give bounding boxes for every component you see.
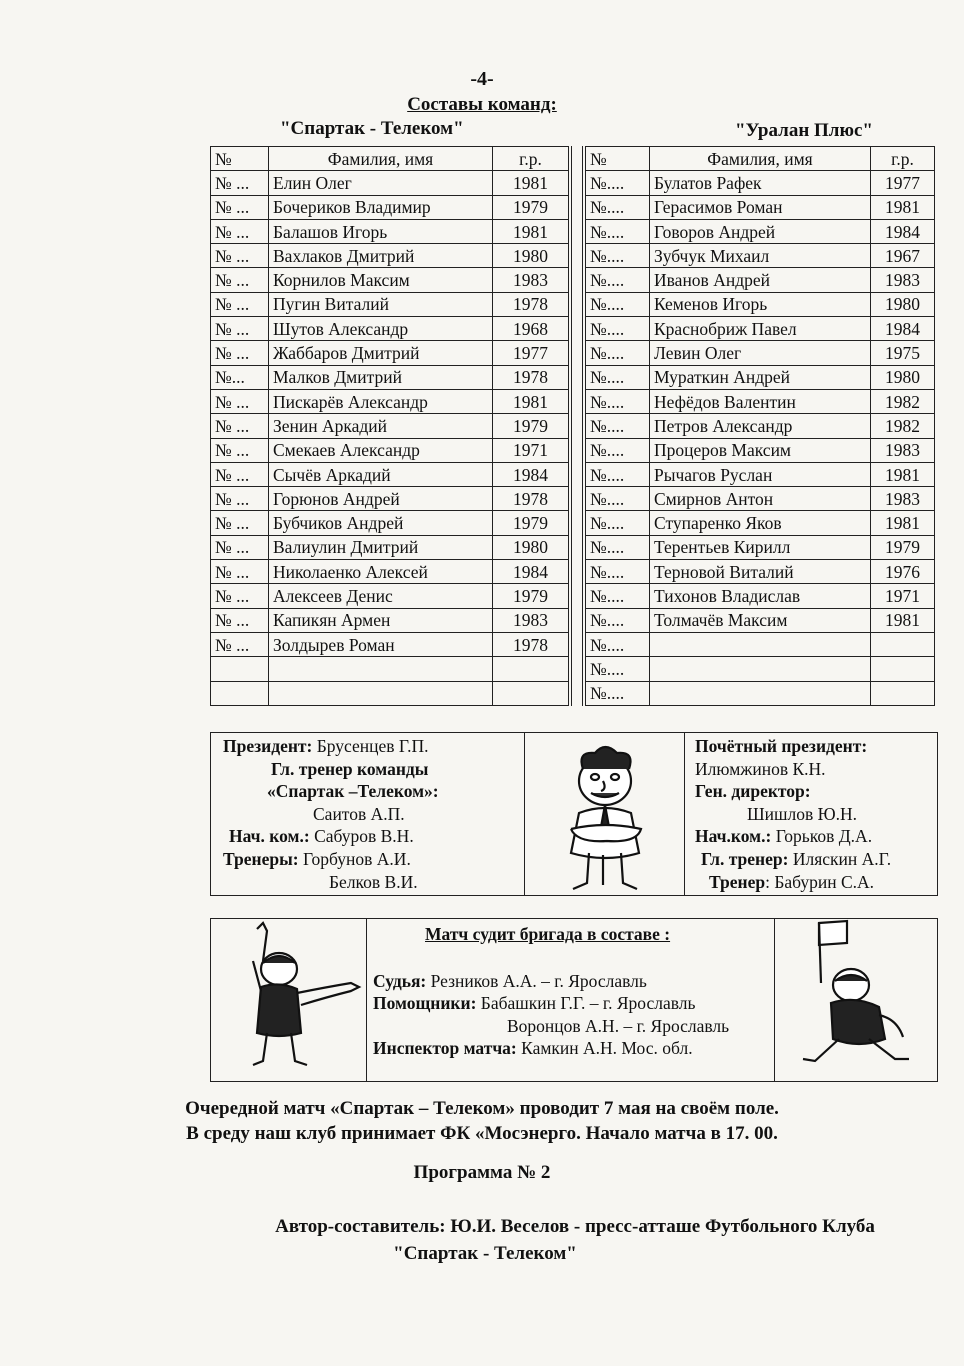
table-row	[586, 657, 935, 681]
table-row	[211, 195, 569, 219]
player-number: № ...	[211, 414, 269, 438]
president-line	[211, 735, 524, 758]
table-row	[586, 632, 935, 656]
gen-director-name: Шишлов Ю.Н.	[747, 803, 857, 824]
player-name	[650, 657, 871, 681]
player-name: Герасимов Роман	[650, 195, 871, 219]
player-name: Процеров Максим	[650, 438, 871, 462]
president-name: Брусенцев Г.П.	[316, 736, 429, 756]
col-name-header: Фамилия, имя	[650, 147, 871, 171]
trainers-label: Тренеры:	[223, 848, 299, 869]
player-name: Ступаренко Яков	[650, 511, 871, 535]
chief-line	[211, 825, 524, 848]
table-row	[211, 171, 569, 195]
player-birth-year: 1981	[871, 195, 935, 219]
table-header-row	[211, 147, 569, 171]
table-row	[586, 511, 935, 535]
player-name: Петров Александр	[650, 414, 871, 438]
col-year-header: г.р.	[871, 147, 935, 171]
player-name	[650, 632, 871, 656]
player-birth-year: 1981	[871, 462, 935, 486]
player-number: № ...	[211, 438, 269, 462]
player-number: №....	[586, 608, 650, 632]
player-birth-year: 1978	[493, 292, 569, 316]
player-name: Зубчук Михаил	[650, 244, 871, 268]
player-birth-year: 1981	[871, 511, 935, 535]
guest-coach-line	[685, 848, 937, 871]
player-number: №....	[586, 487, 650, 511]
hon-president-label: Почётный президент:	[695, 736, 868, 756]
roster-table-right	[585, 146, 935, 706]
player-name	[650, 681, 871, 705]
player-number	[211, 657, 269, 681]
player-birth-year: 1979	[493, 511, 569, 535]
player-number: №....	[586, 195, 650, 219]
player-number: № ...	[211, 292, 269, 316]
referee-flag-icon	[775, 919, 935, 1081]
player-number: № ...	[211, 317, 269, 341]
player-name: Валиулин Дмитрий	[269, 535, 493, 559]
player-name: Бубчиков Андрей	[269, 511, 493, 535]
player-birth-year	[871, 681, 935, 705]
table-row	[211, 292, 569, 316]
guest-trainer-label: Тренер	[709, 871, 766, 892]
judge-name: Резников А.А. – г. Ярославль	[430, 970, 647, 991]
player-name: Пугин Виталий	[269, 292, 493, 316]
player-number: № ...	[211, 219, 269, 243]
guest-trainer-name: : Бабурин С.А.	[765, 871, 875, 892]
player-name: Вахлаков Дмитрий	[269, 244, 493, 268]
author-line-1: Автор-составитель: Ю.И. Веселов - пресс-атташе Футбольного Клуба	[275, 1216, 875, 1237]
player-number: №....	[586, 438, 650, 462]
player-birth-year: 1983	[871, 268, 935, 292]
player-name: Нефёдов Валентин	[650, 389, 871, 413]
player-birth-year: 1967	[871, 244, 935, 268]
player-number: № ...	[211, 244, 269, 268]
table-row	[211, 584, 569, 608]
table-row	[211, 511, 569, 535]
officials-box	[210, 732, 938, 896]
player-number: №....	[586, 681, 650, 705]
player-birth-year: 1971	[493, 438, 569, 462]
rosters-heading: Составы команд:	[407, 94, 557, 115]
player-number: №....	[586, 317, 650, 341]
referees-box	[210, 918, 938, 1082]
player-name	[269, 657, 493, 681]
player-birth-year: 1978	[493, 632, 569, 656]
coach-name: Саитов А.П.	[313, 803, 405, 824]
player-name: Смирнов Антон	[650, 487, 871, 511]
author-credit	[0, 1213, 964, 1267]
player-birth-year: 1977	[493, 341, 569, 365]
table-gap	[571, 146, 583, 706]
gen-director-label: Ген. директор:	[695, 781, 811, 802]
player-number: №....	[586, 341, 650, 365]
player-name: Алексеев Денис	[269, 584, 493, 608]
team-right-title: "Уралан Плюс"	[735, 120, 873, 141]
judge-line	[367, 970, 774, 993]
player-number: №....	[586, 511, 650, 535]
assistants-label: Помощники:	[373, 993, 477, 1013]
player-name: Тихонов Владислав	[650, 584, 871, 608]
player-name: Говоров Андрей	[650, 219, 871, 243]
notice-line-1: Очередной матч «Спартак – Телеком» проводит 7 мая на своём поле.	[185, 1098, 779, 1119]
table-row	[211, 389, 569, 413]
player-number: № ...	[211, 535, 269, 559]
chief-label: Нач. ком.:	[229, 826, 310, 847]
guest-coach-label: Гл. тренер:	[701, 848, 789, 869]
player-name: Николаенко Алексей	[269, 560, 493, 584]
roster-table-left	[210, 146, 569, 706]
player-birth-year: 1982	[871, 414, 935, 438]
player-name: Капикян Армен	[269, 608, 493, 632]
player-birth-year	[493, 657, 569, 681]
player-name: Краснобриж Павел	[650, 317, 871, 341]
player-name: Иванов Андрей	[650, 268, 871, 292]
player-birth-year	[493, 681, 569, 705]
table-row	[586, 317, 935, 341]
inspector-line	[367, 1037, 774, 1060]
table-row	[586, 462, 935, 486]
table-row	[211, 681, 569, 705]
table-row	[586, 341, 935, 365]
guest-officials	[685, 733, 937, 897]
player-number: № ...	[211, 511, 269, 535]
coach-team-label: «Спартак –Телеком»:	[267, 781, 439, 802]
col-year-header: г.р.	[493, 147, 569, 171]
player-birth-year: 1979	[493, 584, 569, 608]
table-row	[586, 560, 935, 584]
col-name-header: Фамилия, имя	[269, 147, 493, 171]
player-name: Мураткин Андрей	[650, 365, 871, 389]
player-birth-year: 1983	[871, 487, 935, 511]
player-number: № ...	[211, 462, 269, 486]
player-birth-year: 1981	[493, 171, 569, 195]
table-row	[211, 268, 569, 292]
player-name: Балашов Игорь	[269, 219, 493, 243]
hon-president-name: Илюмжинов К.Н.	[695, 758, 826, 779]
player-name: Зенин Аркадий	[269, 414, 493, 438]
table-row	[211, 560, 569, 584]
table-row	[586, 487, 935, 511]
player-birth-year: 1984	[871, 219, 935, 243]
player-birth-year: 1981	[493, 389, 569, 413]
player-birth-year: 1980	[493, 244, 569, 268]
page-number: -4-	[470, 68, 494, 90]
table-row	[586, 414, 935, 438]
player-number: № ...	[211, 341, 269, 365]
player-name: Терновой Виталий	[650, 560, 871, 584]
team-left-title: "Спартак - Телеком"	[280, 118, 464, 139]
player-birth-year: 1984	[493, 462, 569, 486]
table-row	[211, 632, 569, 656]
table-row	[586, 292, 935, 316]
player-birth-year: 1968	[493, 317, 569, 341]
referee-pointing-icon	[211, 919, 365, 1081]
inspector-name: Камкин А.Н. Мос. обл.	[521, 1038, 693, 1058]
table-row	[211, 438, 569, 462]
player-birth-year: 1980	[871, 292, 935, 316]
player-birth-year: 1983	[493, 268, 569, 292]
table-header-row	[586, 147, 935, 171]
player-number: №....	[586, 560, 650, 584]
notice-line-2: В среду наш клуб принимает ФК «Мосэнерго. Начало матча в 17. 00.	[186, 1123, 778, 1144]
player-birth-year: 1983	[493, 608, 569, 632]
trainers-line	[211, 848, 524, 871]
table-row	[586, 681, 935, 705]
player-birth-year: 1984	[493, 560, 569, 584]
table-row	[211, 657, 569, 681]
player-birth-year: 1976	[871, 560, 935, 584]
player-number: № ...	[211, 487, 269, 511]
player-birth-year: 1979	[871, 535, 935, 559]
player-birth-year: 1984	[871, 317, 935, 341]
player-number: № ...	[211, 608, 269, 632]
player-birth-year: 1979	[493, 195, 569, 219]
col-num-header: №	[586, 147, 650, 171]
player-name: Сычёв Аркадий	[269, 462, 493, 486]
table-row	[586, 171, 935, 195]
player-birth-year	[871, 657, 935, 681]
player-name: Левин Олег	[650, 341, 871, 365]
player-birth-year: 1978	[493, 487, 569, 511]
player-number: №....	[586, 535, 650, 559]
table-row	[211, 462, 569, 486]
player-birth-year: 1978	[493, 365, 569, 389]
table-row	[586, 438, 935, 462]
table-row	[586, 244, 935, 268]
table-row	[586, 365, 935, 389]
player-number: №....	[586, 268, 650, 292]
player-name: Горюнов Андрей	[269, 487, 493, 511]
trainer-2-name: Белков В.И.	[329, 871, 418, 892]
player-number: №....	[586, 219, 650, 243]
player-name: Елин Олег	[269, 171, 493, 195]
player-number: № ...	[211, 171, 269, 195]
assistant-1-name: Бабашкин Г.Г. – г. Ярославль	[480, 993, 696, 1013]
player-name: Булатов Рафек	[650, 171, 871, 195]
player-name	[269, 681, 493, 705]
referee-cartoon-right	[775, 919, 937, 1081]
player-number: №...	[211, 365, 269, 389]
judge-label: Судья:	[373, 970, 427, 991]
player-number: №....	[586, 462, 650, 486]
table-row	[211, 244, 569, 268]
player-number: № ...	[211, 389, 269, 413]
player-number: №....	[586, 292, 650, 316]
player-birth-year: 1983	[871, 438, 935, 462]
inspector-label: Инспектор матча:	[373, 1038, 517, 1058]
guest-chief-line	[685, 825, 937, 848]
table-row	[211, 535, 569, 559]
player-name: Бочериков Владимир	[269, 195, 493, 219]
player-number: №....	[586, 632, 650, 656]
player-number: № ...	[211, 584, 269, 608]
player-number: №....	[586, 389, 650, 413]
trainer-1-name: Горбунов А.И.	[302, 848, 411, 869]
player-number: № ...	[211, 560, 269, 584]
table-row	[211, 317, 569, 341]
table-row	[586, 584, 935, 608]
player-name: Пискарёв Александр	[269, 389, 493, 413]
guest-coach-name: Иляскин А.Г.	[792, 848, 892, 869]
coach-cartoon	[525, 733, 685, 895]
player-birth-year	[871, 632, 935, 656]
guest-chief-label: Нач.ком.:	[695, 826, 772, 847]
table-row	[586, 389, 935, 413]
assistants-line	[367, 992, 774, 1015]
player-birth-year: 1979	[493, 414, 569, 438]
table-row	[586, 268, 935, 292]
player-name: Рычагов Руслан	[650, 462, 871, 486]
table-row	[586, 535, 935, 559]
assistant-2-name: Воронцов А.Н. – г. Ярославль	[507, 1015, 730, 1036]
guest-chief-name: Горьков Д.А.	[775, 826, 873, 847]
player-number: №....	[586, 414, 650, 438]
player-number	[211, 681, 269, 705]
player-birth-year: 1971	[871, 584, 935, 608]
table-row	[211, 487, 569, 511]
player-birth-year: 1980	[871, 365, 935, 389]
player-number: №....	[586, 584, 650, 608]
player-name: Терентьев Кирилл	[650, 535, 871, 559]
referee-cartoon-left	[211, 919, 367, 1081]
referee-list	[367, 919, 775, 1081]
player-name: Кеменов Игорь	[650, 292, 871, 316]
club-officials	[211, 733, 525, 895]
player-name: Корнилов Максим	[269, 268, 493, 292]
player-number: №....	[586, 244, 650, 268]
col-num-header: №	[211, 147, 269, 171]
player-name: Толмачёв Максим	[650, 608, 871, 632]
guest-trainer-line	[685, 871, 937, 894]
table-row	[586, 608, 935, 632]
player-birth-year: 1981	[493, 219, 569, 243]
table-row	[211, 341, 569, 365]
table-row	[586, 219, 935, 243]
player-number: №....	[586, 365, 650, 389]
player-number: №....	[586, 657, 650, 681]
player-birth-year: 1980	[493, 535, 569, 559]
player-name: Золдырев Роман	[269, 632, 493, 656]
player-number: № ...	[211, 195, 269, 219]
player-name: Шутов Александр	[269, 317, 493, 341]
table-row	[586, 195, 935, 219]
table-row	[211, 414, 569, 438]
player-name: Жаббаров Дмитрий	[269, 341, 493, 365]
next-match-notice	[0, 1096, 964, 1146]
table-row	[211, 608, 569, 632]
program-number: Программа № 2	[413, 1162, 551, 1183]
player-birth-year: 1977	[871, 171, 935, 195]
referees-title: Матч судит бригада в составе :	[425, 924, 671, 944]
chief-name: Сабуров В.Н.	[314, 826, 414, 847]
coach-label: Гл. тренер команды	[271, 758, 429, 779]
player-number: № ...	[211, 632, 269, 656]
player-number: №....	[586, 171, 650, 195]
player-birth-year: 1981	[871, 608, 935, 632]
table-row	[211, 219, 569, 243]
author-line-2: "Спартак - Телеком"	[393, 1243, 577, 1264]
player-birth-year: 1982	[871, 389, 935, 413]
player-birth-year: 1975	[871, 341, 935, 365]
player-number: № ...	[211, 268, 269, 292]
player-name: Малков Дмитрий	[269, 365, 493, 389]
president-label: Президент:	[223, 736, 313, 756]
table-row	[211, 365, 569, 389]
player-name: Смекаев Александр	[269, 438, 493, 462]
coach-cartoon-icon	[525, 733, 683, 895]
